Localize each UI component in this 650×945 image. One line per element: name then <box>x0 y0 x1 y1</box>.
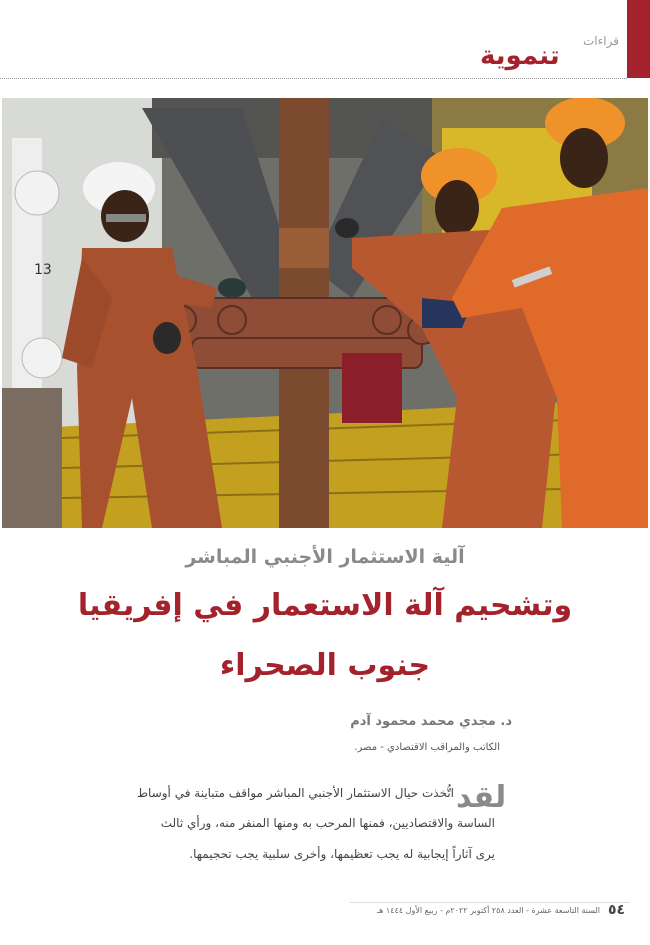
body-text-line-3: يرى آثاراً إيجابية له يجب تعظيمها، وأخرى سلبية يجب تحجيمها. <box>189 847 495 861</box>
equipment-label: 13 <box>34 262 52 278</box>
article-title-line-2: جنوب الصحراء <box>219 648 431 683</box>
article-kicker: آلية الاستثمار الأجنبي المباشر <box>185 546 465 568</box>
body-text-line-1: اتُّخذت حيال الاستثمار الأجنبي المباشر مواقف متباينة في أوساط <box>136 786 454 800</box>
section-title: تنموية <box>480 41 560 71</box>
body-text-line-2: الساسة والاقتصاديين، فمنها المرحب به ومنها المنفر منه، ورأي ثالث <box>160 816 495 830</box>
author-role: الكاتب والمراقب الاقتصادي - مصر. <box>354 742 500 753</box>
issue-info: السنة التاسعة عشرة - العدد ٢٥٨ أكتوبر ٢٠٢٢م - ربيع الأول ١٤٤٤ هـ <box>376 906 600 915</box>
footer-divider <box>350 902 630 903</box>
page-number: ٥٤ <box>608 902 626 918</box>
oil-rig-workers-photo <box>2 98 648 528</box>
drop-cap: لقد <box>456 780 507 815</box>
section-color-tab <box>627 0 650 78</box>
author-name: د. مجدي محمد محمود آدم <box>350 714 512 729</box>
section-subtitle: قراءات <box>583 34 619 48</box>
header-divider <box>0 78 627 79</box>
article-title-line-1: وتشحيم آلة الاستعمار في إفريقيا <box>77 588 573 623</box>
